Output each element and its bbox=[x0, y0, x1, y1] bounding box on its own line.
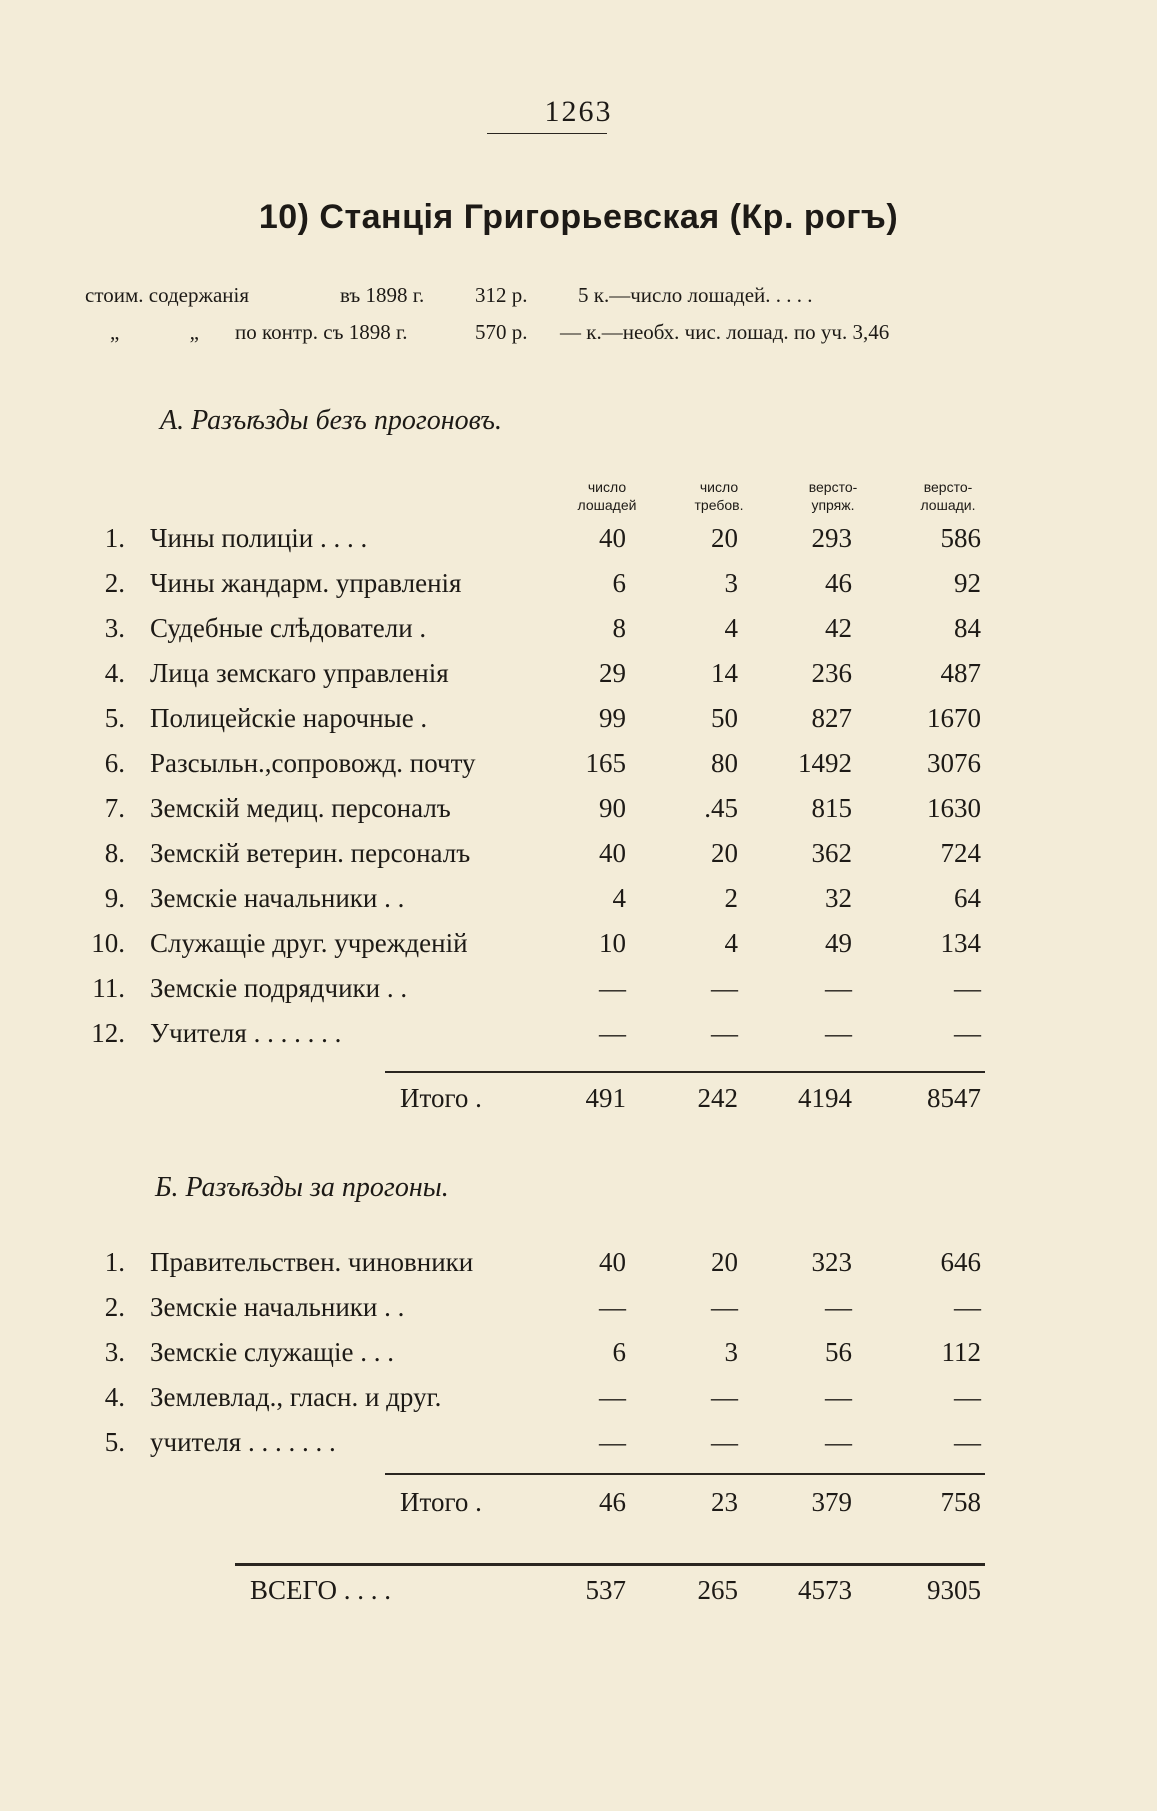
table-row bbox=[0, 1337, 1157, 1377]
cell-verst-horses: 64 bbox=[954, 883, 981, 913]
section-b-total-row bbox=[0, 1487, 1157, 1527]
cost-line-2-c: 570 р. bbox=[475, 320, 528, 344]
cell-requests: — bbox=[711, 1292, 738, 1322]
cell-verst-horses: 3076 bbox=[927, 748, 981, 778]
cell-verst-teams: — bbox=[825, 973, 852, 1003]
cell-verst-horses: 92 bbox=[954, 568, 981, 598]
row-number: 7. bbox=[104, 793, 125, 823]
cell-verst-horses: 724 bbox=[940, 838, 981, 868]
row-label: Земскіе подрядчики . . bbox=[150, 973, 408, 1003]
cell-verst-teams: 815 bbox=[811, 793, 852, 823]
cell-verst-horses: — bbox=[954, 1292, 981, 1322]
row-number: 3. bbox=[104, 613, 125, 643]
cell-horses: 40 bbox=[599, 1247, 626, 1277]
cell-verst-teams: 323 bbox=[811, 1247, 852, 1277]
cell-requests: — bbox=[711, 1427, 738, 1457]
cell-requests: — bbox=[711, 1018, 738, 1048]
row-label: Судебные слѣдователи . bbox=[150, 613, 427, 643]
row-label: Полицейскіе нарочные . bbox=[150, 703, 428, 733]
cell-verst-teams: 1492 bbox=[798, 748, 852, 778]
grand-total-horses: 537 bbox=[585, 1575, 626, 1605]
cell-requests: 20 bbox=[711, 838, 738, 868]
cell-horses: 29 bbox=[599, 658, 626, 688]
row-number: 12. bbox=[91, 1018, 125, 1048]
cell-horses: 40 bbox=[599, 838, 626, 868]
cost-line-1-a: стоим. содержанія bbox=[85, 283, 250, 307]
column-header-verst-teams-line2: упряж. bbox=[811, 497, 855, 513]
column-header-verst-horses-line1: версто- bbox=[923, 479, 973, 495]
grand-total-rule bbox=[235, 1563, 985, 1566]
row-label: Земскіе начальники . . bbox=[150, 883, 405, 913]
cell-verst-teams: 56 bbox=[825, 1337, 852, 1367]
section-a-total-rule bbox=[385, 1071, 985, 1073]
table-row bbox=[0, 703, 1157, 743]
table-row bbox=[0, 928, 1157, 968]
cell-requests: 3 bbox=[724, 1337, 738, 1367]
total-requests: 242 bbox=[697, 1083, 738, 1113]
total-label: Итого . bbox=[400, 1083, 482, 1113]
row-label: учителя . . . . . . . bbox=[150, 1427, 336, 1457]
table-row bbox=[0, 523, 1157, 563]
cell-requests: 4 bbox=[724, 928, 738, 958]
cell-verst-horses: 112 bbox=[941, 1337, 981, 1367]
row-label: Земскій медиц. персоналъ bbox=[150, 793, 451, 823]
cell-verst-horses: 1670 bbox=[927, 703, 981, 733]
table-row bbox=[0, 883, 1157, 923]
cell-verst-teams: — bbox=[825, 1427, 852, 1457]
cell-verst-horses: 84 bbox=[954, 613, 981, 643]
grand-total-verst-teams: 4573 bbox=[798, 1575, 852, 1605]
row-label: Служащіе друг. учрежденій bbox=[150, 928, 468, 958]
cell-requests: — bbox=[711, 1382, 738, 1412]
cell-horses: 10 bbox=[599, 928, 626, 958]
cell-verst-horses: 134 bbox=[940, 928, 981, 958]
cell-requests: 20 bbox=[711, 1247, 738, 1277]
row-number: 9. bbox=[104, 883, 125, 913]
total-verst-horses: 758 bbox=[940, 1487, 981, 1517]
cost-line-1-b: въ 1898 г. bbox=[340, 283, 425, 307]
cell-verst-teams: 32 bbox=[825, 883, 852, 913]
cell-requests: 3 bbox=[724, 568, 738, 598]
cell-verst-teams: — bbox=[825, 1018, 852, 1048]
row-number: 2. bbox=[104, 1292, 125, 1322]
cell-horses: 6 bbox=[612, 1337, 626, 1367]
cell-verst-horses: 1630 bbox=[927, 793, 981, 823]
cell-verst-horses: — bbox=[954, 1018, 981, 1048]
row-label: Чины полиціи . . . . bbox=[150, 523, 368, 553]
station-title: 10) Станція Григорьевская (Кр. рогъ) bbox=[258, 198, 899, 236]
cell-verst-teams: 362 bbox=[811, 838, 852, 868]
row-number: 5. bbox=[104, 1427, 125, 1457]
table-row bbox=[0, 1018, 1157, 1058]
cell-horses: — bbox=[599, 1427, 626, 1457]
table-row bbox=[0, 613, 1157, 653]
row-label: Земскіе служащіе . . . bbox=[150, 1337, 394, 1367]
section-b-heading: Б. Разъѣзды за прогоны. bbox=[155, 1172, 449, 1203]
cell-requests: — bbox=[711, 973, 738, 1003]
table-row bbox=[0, 568, 1157, 608]
cell-requests: .45 bbox=[704, 793, 738, 823]
section-b-total-rule bbox=[385, 1473, 985, 1475]
cost-line-1-c: 312 р. bbox=[475, 283, 528, 307]
column-header-requests bbox=[664, 478, 774, 514]
cell-horses: — bbox=[599, 1382, 626, 1412]
cell-requests: 4 bbox=[724, 613, 738, 643]
cell-verst-horses: — bbox=[954, 1427, 981, 1457]
row-number: 4. bbox=[104, 1382, 125, 1412]
cell-verst-teams: 42 bbox=[825, 613, 852, 643]
table-row bbox=[0, 1427, 1157, 1467]
row-label: Землевлад., гласн. и друг. bbox=[150, 1382, 442, 1412]
cell-horses: 40 bbox=[599, 523, 626, 553]
cost-line-2-b: по контр. съ 1898 г. bbox=[235, 320, 408, 344]
table-row bbox=[0, 1292, 1157, 1332]
column-header-verst-horses bbox=[893, 478, 1003, 514]
table-row bbox=[0, 793, 1157, 833]
cost-line-2-d: — к.—необх. чис. лошад. по уч. 3,46 bbox=[560, 320, 890, 344]
total-verst-teams: 4194 bbox=[798, 1083, 852, 1113]
cell-horses: 165 bbox=[585, 748, 626, 778]
cell-horses: 90 bbox=[599, 793, 626, 823]
column-header-horses bbox=[552, 478, 662, 514]
page-number: 1263 bbox=[544, 95, 613, 128]
cell-verst-horses: — bbox=[954, 973, 981, 1003]
total-verst-teams: 379 bbox=[811, 1487, 852, 1517]
cell-horses: 6 bbox=[612, 568, 626, 598]
cell-requests: 2 bbox=[724, 883, 738, 913]
column-header-requests-line2: требов. bbox=[694, 497, 744, 513]
row-number: 3. bbox=[104, 1337, 125, 1367]
page-number-rule bbox=[487, 133, 607, 134]
row-number: 5. bbox=[104, 703, 125, 733]
cost-line-2-a: „ „ bbox=[110, 320, 199, 344]
grand-total-row bbox=[0, 1575, 1157, 1615]
cell-verst-horses: 487 bbox=[940, 658, 981, 688]
row-label: Чины жандарм. управленія bbox=[150, 568, 462, 598]
cell-verst-teams: 46 bbox=[825, 568, 852, 598]
row-number: 1. bbox=[104, 1247, 125, 1277]
cell-verst-horses: 586 bbox=[940, 523, 981, 553]
row-label: Лица земскаго управленія bbox=[150, 658, 449, 688]
cell-horses: — bbox=[599, 1018, 626, 1048]
grand-total-label: ВСЕГО . . . . bbox=[250, 1575, 391, 1605]
cell-verst-horses: — bbox=[954, 1382, 981, 1412]
cell-verst-teams: 827 bbox=[811, 703, 852, 733]
cell-verst-teams: — bbox=[825, 1382, 852, 1412]
cell-verst-teams: 236 bbox=[811, 658, 852, 688]
row-number: 10. bbox=[91, 928, 125, 958]
total-verst-horses: 8547 bbox=[927, 1083, 981, 1113]
row-label: Правительствен. чиновники bbox=[150, 1247, 474, 1277]
column-header-verst-teams-line1: версто- bbox=[808, 479, 858, 495]
cell-requests: 50 bbox=[711, 703, 738, 733]
total-requests: 23 bbox=[711, 1487, 738, 1517]
total-horses: 46 bbox=[599, 1487, 626, 1517]
row-label: Учителя . . . . . . . bbox=[150, 1018, 342, 1048]
section-a-total-row bbox=[0, 1083, 1157, 1123]
total-label: Итого . bbox=[400, 1487, 482, 1517]
table-row bbox=[0, 658, 1157, 698]
column-header-horses-line2: лошадей bbox=[577, 497, 637, 513]
row-number: 1. bbox=[104, 523, 125, 553]
table-row bbox=[0, 748, 1157, 788]
cell-verst-teams: — bbox=[825, 1292, 852, 1322]
row-number: 4. bbox=[104, 658, 125, 688]
row-label: Земскій ветерин. персоналъ bbox=[150, 838, 471, 868]
table-row bbox=[0, 1247, 1157, 1287]
grand-total-requests: 265 bbox=[697, 1575, 738, 1605]
row-number: 11. bbox=[92, 973, 125, 1003]
cell-verst-teams: 49 bbox=[825, 928, 852, 958]
cell-requests: 20 bbox=[711, 523, 738, 553]
cell-horses: 8 bbox=[612, 613, 626, 643]
cell-verst-horses: 646 bbox=[940, 1247, 981, 1277]
column-header-horses-line1: число bbox=[587, 479, 627, 495]
grand-total-verst-horses: 9305 bbox=[927, 1575, 981, 1605]
column-header-requests-line1: число bbox=[699, 479, 739, 495]
section-a-heading: А. Разъѣзды безъ прогоновъ. bbox=[160, 405, 502, 436]
column-header-verst-teams bbox=[778, 478, 888, 514]
cell-requests: 80 bbox=[711, 748, 738, 778]
row-number: 2. bbox=[104, 568, 125, 598]
cell-horses: 99 bbox=[599, 703, 626, 733]
row-label: Земскіе начальники . . bbox=[150, 1292, 405, 1322]
table-row bbox=[0, 973, 1157, 1013]
column-header-verst-horses-line2: лошади. bbox=[920, 497, 976, 513]
cell-requests: 14 bbox=[711, 658, 738, 688]
cell-verst-teams: 293 bbox=[811, 523, 852, 553]
cell-horses: 4 bbox=[612, 883, 626, 913]
cell-horses: — bbox=[599, 1292, 626, 1322]
cost-line-1-d: 5 к.—число лошадей. . . . . bbox=[578, 283, 813, 307]
cell-horses: — bbox=[599, 973, 626, 1003]
row-label: Разсыльн.,сопровожд. почту bbox=[150, 748, 476, 778]
table-row bbox=[0, 838, 1157, 878]
table-row bbox=[0, 1382, 1157, 1422]
row-number: 6. bbox=[104, 748, 125, 778]
row-number: 8. bbox=[104, 838, 125, 868]
total-horses: 491 bbox=[585, 1083, 626, 1113]
